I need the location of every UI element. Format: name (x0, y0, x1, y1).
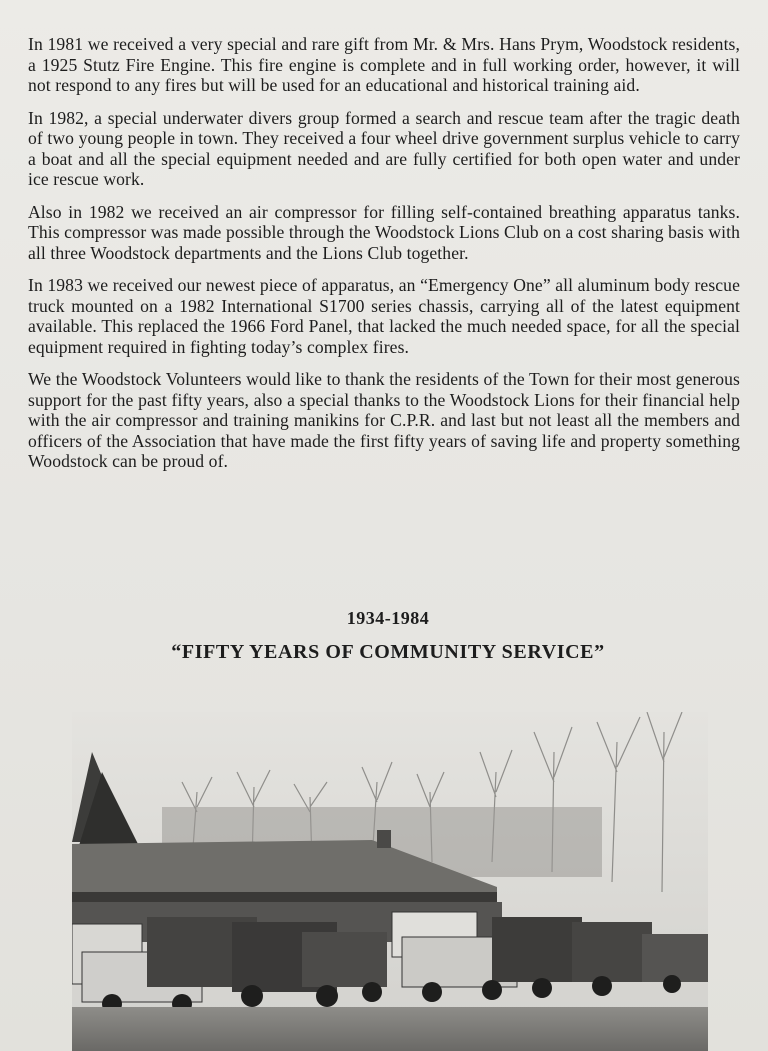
paragraph-1983: In 1983 we received our newest piece of apparatus, an “Emergency One” all aluminum body rescue truck mounted on a 1982 International S1700 series chassis, carrying all of the latest equipment available. This replaced the 1966 Ford Panel, that lacked the much needed space, for all the special equipment required in fighting today’s complex fires. (28, 275, 740, 357)
paragraph-1982-compressor: Also in 1982 we received an air compressor for filling self-contained breathing apparatus tanks. This compressor was made possible through the Woodstock Lions Club on a cost sharing basis with all three Woodstock departments and the Lions Club together. (28, 201, 740, 263)
anniversary-motto: “FIFTY YEARS OF COMMUNITY SERVICE” (171, 641, 605, 663)
anniversary-years: 1934-1984 (346, 608, 430, 628)
text-block (28, 34, 740, 484)
fire-station-photo (72, 712, 708, 1051)
paragraph-1982-divers: In 1982, a special underwater divers group formed a search and rescue team after the tragic death of two young people in town. They received a four wheel drive government surplus vehicle to carry a boat and all the special equipment needed and are fully certified for both open water and under ice rescue work. (28, 107, 740, 189)
fire-station-photo-graphic (72, 712, 708, 1051)
paragraph-1981: In 1981 we received a very special and rare gift from Mr. & Mrs. Hans Prym, Woodstock residents, a 1925 Stutz Fire Engine. This fire engine is complete and in full working order, however, it will not respond to any fires but will be used for an educational and historical training aid. (28, 34, 740, 95)
paragraph-thanks: We the Woodstock Volunteers would like to thank the residents of the Town for their most generous support for the past fifty years, also a special thanks to the Woodstock Lions for their financial help with the air compressor and training manikins for C.P.R. and last but not least all the members and officers of the Association that have made the first fifty years of saving life and property something Woodstock can be proud of. (28, 369, 740, 471)
